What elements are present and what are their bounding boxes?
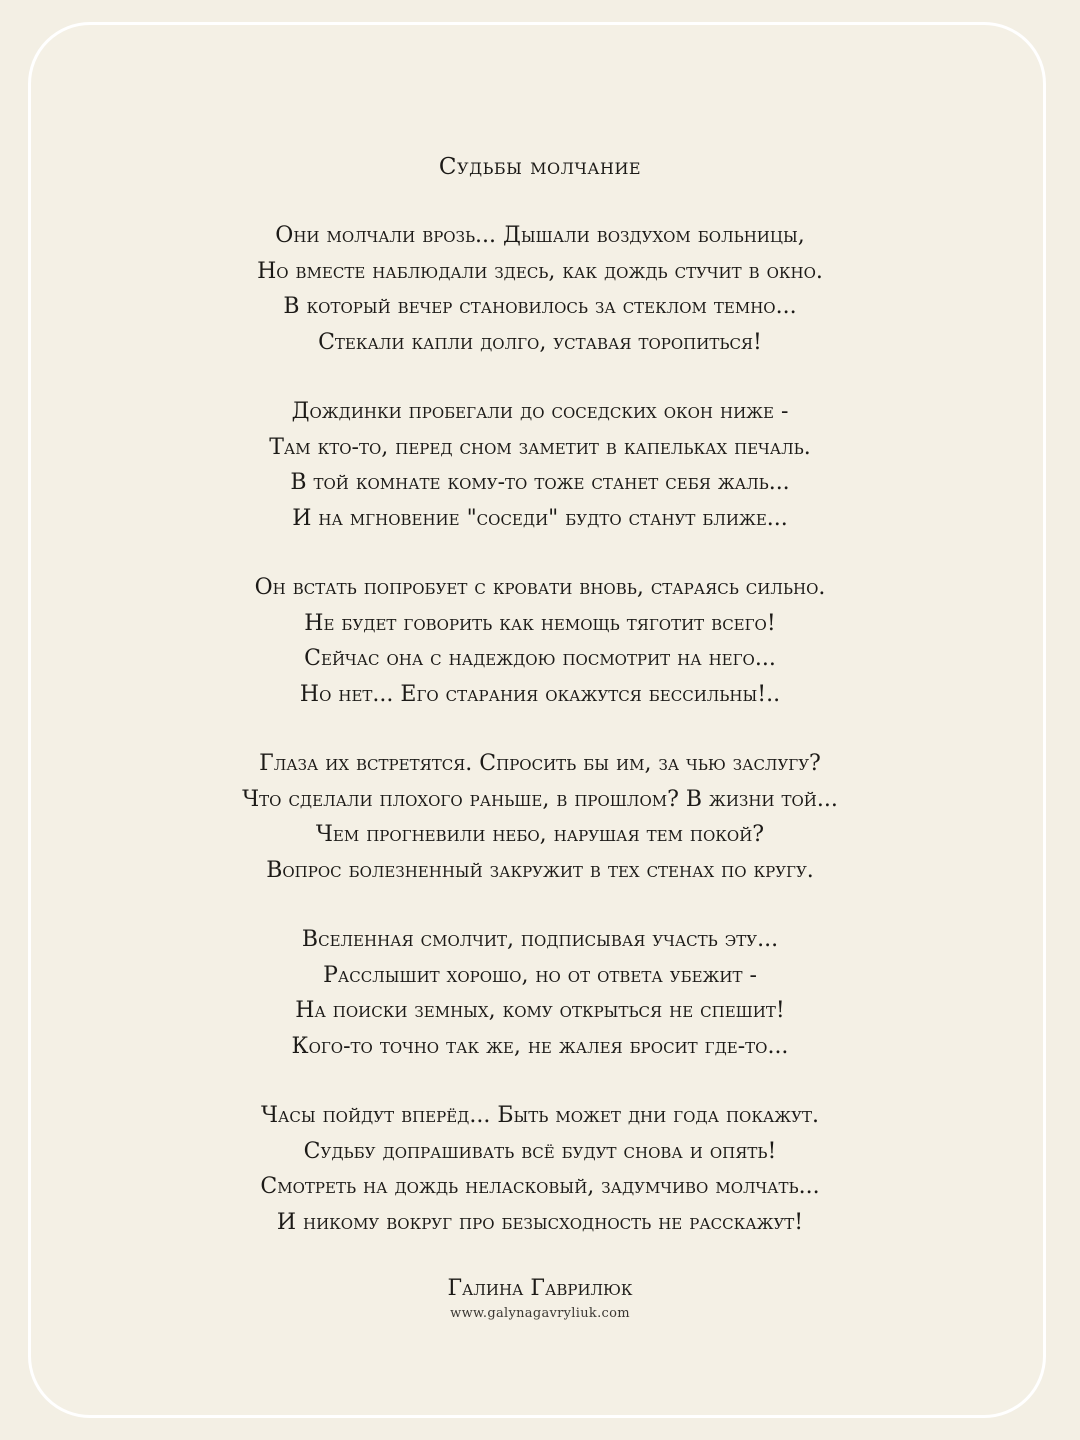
poem-line: На поиски земных, кому открыться не спешит! xyxy=(295,998,785,1023)
poem-line: И на мгновение "соседи" будто станут ближе... xyxy=(292,505,788,531)
author-name: Галина Гаврилюк xyxy=(447,1276,633,1301)
stanza-2 xyxy=(0,394,1080,536)
stanza-6 xyxy=(0,1098,1080,1240)
poem-line: Но вместе наблюдали здесь, как дождь стучит в окно. xyxy=(257,258,823,284)
poem-line: Не будет говорить как немощь тяготит всего! xyxy=(304,610,776,636)
poem-line: И никому вокруг про безысходность не расскажут! xyxy=(276,1209,804,1235)
poem-line: Расслышит хорошо, но от ответа убежит - xyxy=(323,962,757,988)
poem-line: Кого-то точно так же, не жалея бросит где-то... xyxy=(291,1033,789,1059)
poem-line: В который вечер становилось за стеклом темно... xyxy=(283,294,797,319)
stanza-5 xyxy=(0,922,1080,1064)
poem-line: Чем прогневили небо, нарушая тем покой? xyxy=(315,822,765,847)
poem-line: Судьбу допрашивать всё будут снова и опять! xyxy=(303,1138,777,1164)
poem-line: Они молчали врозь... Дышали воздухом больницы, xyxy=(275,223,805,248)
poem xyxy=(0,150,1080,1324)
poem-line: Что сделали плохого раньше, в прошлом? В жизни той... xyxy=(242,786,838,812)
stanza-1 xyxy=(0,218,1080,360)
poem-line: Там кто-то, перед сном заметит в капельках печаль. xyxy=(269,434,811,460)
poem-line: Он встать попробует с кровати вновь, стараясь сильно. xyxy=(254,575,826,600)
poem-line: Сейчас она с надеждою посмотрит на него... xyxy=(304,646,776,671)
poem-line: Вселенная смолчит, подписывая участь эту... xyxy=(301,927,779,952)
poem-line: Дождинки пробегали до соседских окон ниже - xyxy=(291,399,789,424)
author-website[interactable]: www.galynagavryliuk.com xyxy=(450,1306,630,1321)
poem-line: Но нет... Его старания окажутся бессильны!.. xyxy=(299,681,781,707)
poem-line: Стекали капли долго, уставая торопиться! xyxy=(318,329,762,355)
poem-line: Смотреть на дождь неласковый, задумчиво молчать... xyxy=(260,1174,820,1199)
poem-line: В той комнате кому-то тоже станет себя жаль... xyxy=(290,470,790,495)
poem-line: Часы пойдут вперёд... Быть может дни года покажут. xyxy=(260,1103,819,1128)
stanza-3 xyxy=(0,570,1080,712)
poem-title: Судьбы молчание xyxy=(438,154,642,180)
stanza-4 xyxy=(0,746,1080,888)
poem-line: Глаза их встретятся. Спросить бы им, за чью заслугу? xyxy=(259,751,821,776)
poem-line: Вопрос болезненный закружит в тех стенах по кругу. xyxy=(266,857,814,883)
